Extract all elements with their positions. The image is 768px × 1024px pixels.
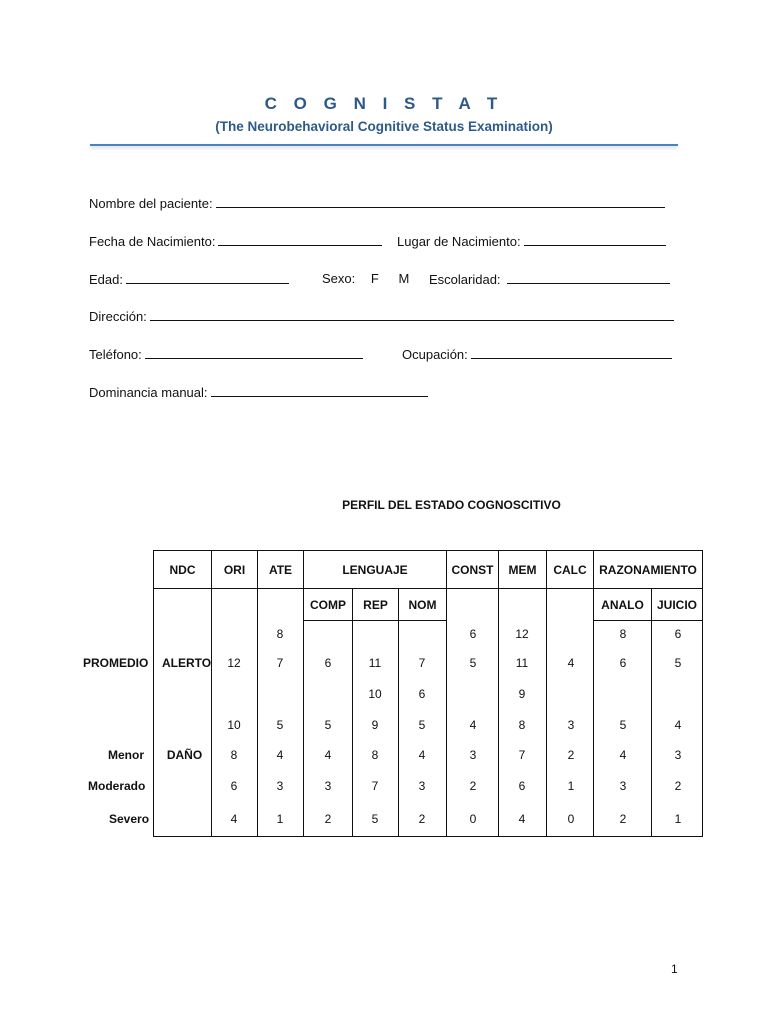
calc-value: 4	[567, 656, 575, 670]
col-calc	[547, 589, 594, 837]
input-nombre[interactable]	[216, 195, 665, 208]
ate-value: 3	[276, 779, 284, 793]
nom-value: 7	[418, 656, 426, 670]
field-ocupacion	[402, 346, 672, 362]
input-fecha[interactable]	[218, 233, 382, 246]
nom-value: 2	[418, 812, 426, 826]
col-ori	[212, 589, 258, 837]
field-nombre	[89, 195, 665, 211]
subheader-nom: NOM	[399, 589, 447, 621]
juicio-value: 5	[674, 656, 682, 670]
ate-value: 8	[276, 627, 284, 641]
field-dominancia	[89, 384, 428, 400]
juicio-value: 2	[674, 779, 682, 793]
header-razonamiento: RAZONAMIENTO	[594, 551, 703, 589]
row-label-severo: Severo	[109, 812, 150, 826]
subheader-comp: COMP	[304, 589, 353, 621]
field-direccion	[89, 308, 674, 324]
input-ocupacion[interactable]	[471, 346, 672, 359]
ori-value: 8	[230, 748, 238, 762]
analo-value: 4	[619, 748, 627, 762]
input-escolaridad[interactable]	[507, 271, 670, 284]
ori-value: 10	[227, 718, 241, 732]
juicio-value: 3	[674, 748, 682, 762]
input-lugar[interactable]	[524, 233, 666, 246]
analo-value: 8	[619, 627, 627, 641]
const-value: 3	[469, 748, 477, 762]
mem-value: 9	[518, 687, 526, 701]
input-direccion[interactable]	[150, 308, 674, 321]
label-edad: Edad:	[89, 272, 123, 287]
comp-value: 6	[324, 656, 332, 670]
profile-title: PERFIL DEL ESTADO COGNOSCITIVO	[342, 498, 561, 512]
mem-value: 8	[518, 718, 526, 732]
row-label-moderado: Moderado	[88, 779, 146, 793]
mem-value: 12	[515, 627, 529, 641]
header-ate: ATE	[258, 551, 304, 589]
label-ocupacion: Ocupación:	[402, 347, 468, 362]
col-mem	[499, 589, 547, 837]
label-escolaridad: Escolaridad:	[429, 272, 501, 287]
input-dominancia[interactable]	[211, 384, 428, 397]
calc-value: 1	[567, 779, 575, 793]
comp-value: 5	[324, 718, 332, 732]
row-label-promedio: PROMEDIO	[83, 656, 149, 670]
col-const	[447, 589, 499, 837]
juicio-value: 4	[674, 718, 682, 732]
ori-value: 6	[230, 779, 238, 793]
rep-value: 11	[368, 656, 382, 670]
field-fecha	[89, 233, 382, 249]
page-number: 1	[671, 962, 678, 976]
col-ndc	[154, 589, 212, 837]
subheader-rep: REP	[353, 589, 399, 621]
ori-value: 4	[230, 812, 238, 826]
nom-value: 6	[418, 687, 426, 701]
label-nombre: Nombre del paciente:	[89, 196, 213, 211]
input-telefono[interactable]	[145, 346, 363, 359]
mem-value: 7	[518, 748, 526, 762]
const-value: 4	[469, 718, 477, 732]
row-label-menor: Menor	[108, 748, 144, 762]
ate-value: 7	[276, 656, 284, 670]
label-direccion: Dirección:	[89, 309, 147, 324]
label-dominancia: Dominancia manual:	[89, 385, 208, 400]
analo-value: 2	[619, 812, 627, 826]
analo-value: 5	[619, 718, 627, 732]
const-value: 2	[469, 779, 477, 793]
header-lenguaje: LENGUAJE	[304, 551, 447, 589]
nom-value: 5	[418, 718, 426, 732]
title-divider	[90, 144, 678, 146]
subheader-juicio: JUICIO	[652, 589, 703, 621]
document-title: C O G N I S T A T	[264, 94, 504, 113]
juicio-value: 1	[674, 812, 682, 826]
rep-value: 9	[371, 718, 379, 732]
const-value: 5	[469, 656, 477, 670]
field-telefono	[89, 346, 363, 362]
header-calc: CALC	[547, 551, 594, 589]
mem-value: 6	[518, 779, 526, 793]
field-lugar	[397, 233, 666, 249]
header-ndc: NDC	[154, 551, 212, 589]
const-value: 0	[469, 812, 477, 826]
field-sexo	[322, 271, 409, 286]
rep-value: 8	[371, 748, 379, 762]
label-sexo: Sexo:	[322, 271, 356, 286]
analo-value: 3	[619, 779, 627, 793]
ate-value: 5	[276, 718, 284, 732]
input-edad[interactable]	[126, 271, 289, 284]
ate-value: 1	[276, 812, 284, 826]
nom-value: 4	[418, 748, 426, 762]
const-value: 6	[469, 627, 477, 641]
sexo-option-m[interactable]: M	[398, 271, 410, 286]
col-ate	[258, 589, 304, 837]
rep-value: 7	[371, 779, 379, 793]
label-telefono: Teléfono:	[89, 347, 142, 362]
ndc-alerto: ALERTO	[162, 656, 212, 670]
rep-value: 5	[371, 812, 379, 826]
label-fecha: Fecha de Nacimiento:	[89, 234, 216, 249]
juicio-value: 6	[674, 627, 682, 641]
header-ori: ORI	[212, 551, 258, 589]
comp-value: 3	[324, 779, 332, 793]
ate-value: 4	[276, 748, 284, 762]
header-mem: MEM	[499, 551, 547, 589]
subheader-analo: ANALO	[594, 589, 652, 621]
nom-value: 3	[418, 779, 426, 793]
calc-value: 3	[567, 718, 575, 732]
analo-value: 6	[619, 656, 627, 670]
mem-value: 11	[515, 656, 529, 670]
calc-value: 2	[567, 748, 575, 762]
comp-value: 2	[324, 812, 332, 826]
sexo-option-f[interactable]: F	[370, 271, 379, 286]
header-const: CONST	[447, 551, 499, 589]
label-lugar: Lugar de Nacimiento:	[397, 234, 521, 249]
mem-value: 4	[518, 812, 526, 826]
document-subtitle: (The Neurobehavioral Cognitive Status Examination)	[215, 119, 553, 134]
calc-value: 0	[567, 812, 575, 826]
comp-value: 4	[324, 748, 332, 762]
ndc-dano: DAÑO	[166, 748, 203, 762]
field-escolaridad	[429, 271, 670, 287]
field-edad	[89, 271, 289, 287]
ori-value: 12	[227, 656, 241, 670]
rep-value: 10	[368, 687, 382, 701]
